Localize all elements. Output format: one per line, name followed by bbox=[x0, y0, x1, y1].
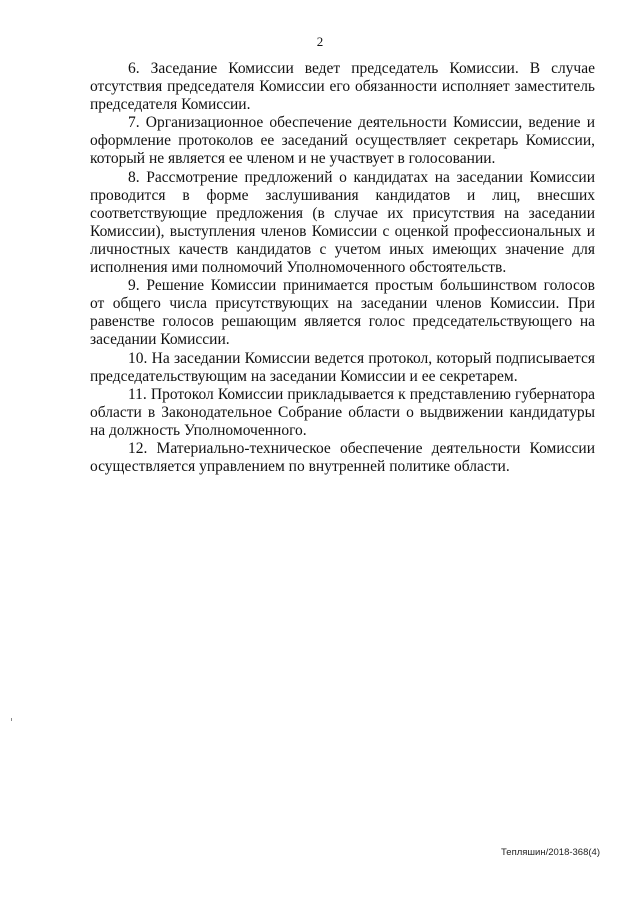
paragraph-12: 12. Материально-техническое обеспечение деятельности Комиссии осуществляется управлением по внутренней политике области. bbox=[90, 439, 595, 476]
paragraph-10: 10. На заседании Комиссии ведется протокол, который подписывается председательствующим на заседании Комиссии и ее секретарем. bbox=[90, 349, 595, 385]
margin-speck bbox=[11, 718, 12, 721]
footer-document-code: Тепляшин/2018-368(4) bbox=[501, 847, 600, 858]
paragraph-6: 6. Заседание Комиссии ведет председатель Комиссии. В случае отсутствия председателя Комиссии его обязанности исполняет заместитель председателя Комиссии. bbox=[90, 60, 595, 114]
document-body bbox=[90, 60, 595, 476]
paragraph-8: 8. Рассмотрение предложений о кандидатах на заседании Комиссии проводится в форме заслушивания кандидатов и лиц, внесших соответствующие предложения (в случае их присутствия на заседании Комиссии), выступления членов Комиссии с оценкой профессиональных и личностных качеств кандидатов с учетом иных имеющих значение для исполнения ими полномочий Уполномоченного обстоятельств. bbox=[90, 168, 595, 277]
paragraph-9: 9. Решение Комиссии принимается простым большинством голосов от общего числа присутствующих на заседании членов Комиссии. При равенстве голосов решающим является голос председательствующего на заседании Комиссии. bbox=[90, 277, 595, 349]
paragraph-7: 7. Организационное обеспечение деятельности Комиссии, ведение и оформление протоколов ее заседаний осуществляет секретарь Комиссии, который не является ее членом и не участвует в голосовании. bbox=[90, 114, 595, 168]
page-number: 2 bbox=[316, 34, 324, 49]
paragraph-11: 11. Протокол Комиссии прикладывается к представлению губернатора области в Законодательное Собрание области о выдвижении кандидатуры на должность Уполномоченного. bbox=[90, 385, 595, 439]
